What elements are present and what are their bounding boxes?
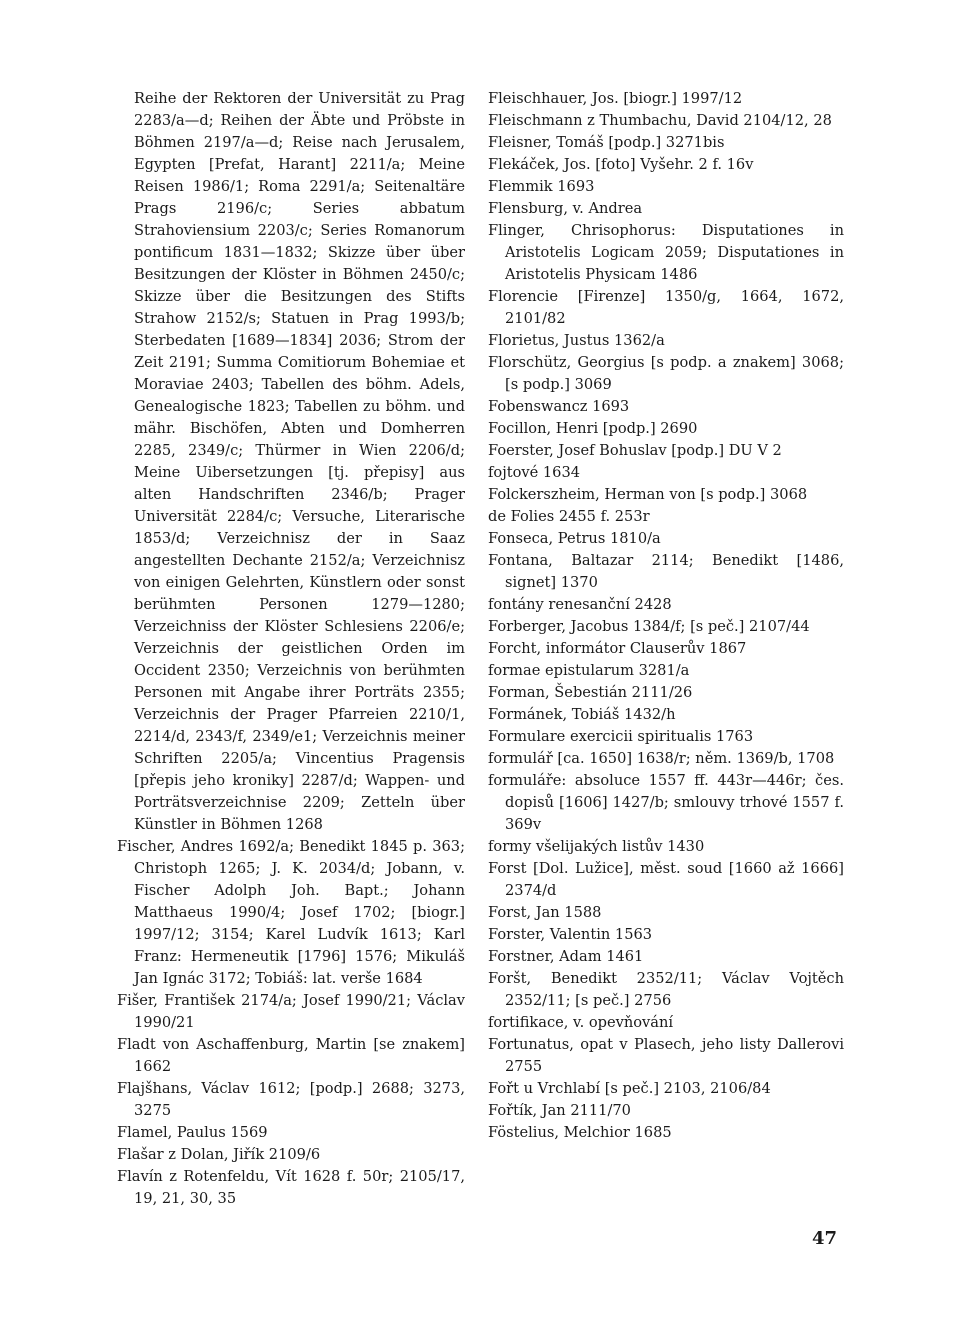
index-entry: Forcht, informátor Clauserův 1867	[488, 640, 747, 657]
index-entry: Flensburg, v. Andrea	[488, 200, 643, 217]
index-entry: Fobenswancz 1693	[488, 398, 630, 415]
index-entry: fontány renesanční 2428	[488, 596, 672, 613]
index-entry: Forberger, Jacobus 1384/f; [s peč.] 2107/44	[488, 618, 810, 635]
index-entry: Fortunatus, opat v Plasech, jeho listy Dallerovi 2755	[488, 1036, 844, 1075]
index-entry: Föstelius, Melchior 1685	[488, 1124, 672, 1141]
index-entry: Florencie [Firenze] 1350/g, 1664, 1672, 2101/82	[488, 288, 844, 327]
index-entry: Foršt, Benedikt 2352/11; Václav Vojtěch 2352/11; [s peč.] 2756	[488, 970, 844, 1009]
index-entry: formae epistularum 3281/a	[488, 662, 690, 679]
index-entry: formy všelijakých listův 1430	[488, 838, 705, 855]
index-entry: Formulare exercicii spiritualis 1763	[488, 728, 754, 745]
index-entry: Focillon, Henri [podp.] 2690	[488, 420, 698, 437]
index-entry: Fleischmann z Thumbachu, David 2104/12, 28	[488, 112, 832, 129]
left-column	[117, 88, 465, 1210]
page-number: 47	[812, 1228, 838, 1249]
index-entry: fojtové 1634	[488, 464, 581, 481]
index-entry: Forman, Šebestián 2111/26	[488, 684, 693, 701]
index-entry: Flajšhans, Václav 1612; [podp.] 2688; 3273, 3275	[117, 1080, 465, 1119]
index-entry: Forstner, Adam 1461	[488, 948, 644, 965]
index-entry: Flavín z Rotenfeldu, Vít 1628 f. 50r; 2105/17, 19, 21, 30, 35	[117, 1168, 465, 1207]
index-entry: Flamel, Paulus 1569	[117, 1124, 268, 1141]
index-entry: Fišer, František 2174/a; Josef 1990/21; Václav 1990/21	[117, 992, 465, 1031]
index-entry: Forst, Jan 1588	[488, 904, 602, 921]
right-column	[488, 88, 844, 1144]
index-entry: Formánek, Tobiáš 1432/h	[488, 706, 676, 723]
index-entry: Florietus, Justus 1362/a	[488, 332, 665, 349]
index-entry: Fonseca, Petrus 1810/a	[488, 530, 661, 547]
index-entry: Flekáček, Jos. [foto] Vyšehr. 2 f. 16v	[488, 156, 754, 173]
index-entry: formulář [ca. 1650] 1638/r; něm. 1369/b, 1708	[488, 750, 835, 767]
index-entry: Reihe der Rektoren der Universität zu Prag 2283/a—d; Reihen der Äbte und Pröbste in Böhmen 2197/a—d; Reise nach Jerusalem, Egypten [Prefat, Harant] 2211/a; Meine Reisen 1986/1; Roma 2291/a; Seitenaltäre Prags 2196/c; Series abbatum Strahoviensium 2203/c; Series Romanorum pontificum 1831—1832; Skizze über über Besitzungen der Klöster in Böhmen 2450/c; Skizze über die Besitzungen des Stifts Strahow 2152/s; Statuen in Prag 1993/b; Sterbedaten [1689—1834] 2036; Strom der Zeit 2191; Summa Comitiorum Bohemiae et Moraviae 2403; Tabellen des böhm. Adels, Genealogische 1823; Tabellen zu böhm. und mähr. Bischöfen, Abten und Domherren 2285, 2349/c; Thürmer in Wien 2206/d; Meine Uibersetzungen [tj. přepisy] aus alten Handschriften 2346/b; Prager Universität 2284/c; Versuche, Literarische 1853/d; Verzeichnisz der in Saaz angestellten Dechante 2152/a; Verzeichnisz von einigen Gelehrten, Künstlern oder sonst berühmten Personen 1279—1280; Verzeichniss der Klöster Schlesiens 2206/e; Verzeichnis der geistlichen Orden im Occident 2350; Verzeichnis von berühmten Personen mit Angabe ihrer Porträts 2355; Verzeichnis der Prager Pfarreien 2210/1, 2214/d, 2343/f, 2349/e1; Verzeichnis meiner Schriften 2205/a; Vincentius Pragensis [přepis jeho kroniky] 2287/d; Wappen- und Porträtsverzeichnise 2209; Zetteln über Künstler in Böhmen 1268	[134, 90, 465, 833]
index-entry: formuláře: absoluce 1557 ff. 443r—446r; čes. dopisů [1606] 1427/b; smlouvy trhové 1557 f. 369v	[488, 772, 844, 833]
index-entry: Flinger, Chrisophorus: Disputationes in Aristotelis Logicam 2059; Disputationes in Aristotelis Physicam 1486	[488, 222, 844, 283]
index-entry: Flemmik 1693	[488, 178, 595, 195]
index-entry: Fischer, Andres 1692/a; Benedikt 1845 p. 363; Christoph 1265; J. K. 2034/d; Jobann, v. Fischer Adolph Joh. Bapt.; Johann Matthaeus 1990/4; Josef 1702; [biogr.] 1997/12; 3154; Karel Ludvík 1613; Karl Franz: Hermeneutik [1796] 1576; Mikuláš Jan Ignác 3172; Tobiáš: lat. verše 1684	[117, 838, 465, 987]
index-entry: Fleischhauer, Jos. [biogr.] 1997/12	[488, 90, 743, 107]
index-entry: Fleisner, Tomáš [podp.] 3271bis	[488, 134, 725, 151]
index-entry: Fořt u Vrchlabí [s peč.] 2103, 2106/84	[488, 1080, 771, 1097]
index-entry: Fořtík, Jan 2111/70	[488, 1102, 631, 1119]
index-entry: Flašar z Dolan, Jiřík 2109/6	[117, 1146, 321, 1163]
index-entry: Foerster, Josef Bohuslav [podp.] DU V 2	[488, 442, 782, 459]
index-entry: Fladt von Aschaffenburg, Martin [se znakem] 1662	[117, 1036, 465, 1075]
index-entry: fortifikace, v. opevňování	[488, 1014, 674, 1031]
index-entry: Florschütz, Georgius [s podp. a znakem] 3068; [s podp.] 3069	[488, 354, 844, 393]
index-entry: de Folies 2455 f. 253r	[488, 508, 650, 525]
index-entry: Forster, Valentin 1563	[488, 926, 653, 943]
index-entry: Forst [Dol. Lužice], měst. soud [1660 až 1666] 2374/d	[488, 860, 844, 899]
index-entry: Fontana, Baltazar 2114; Benedikt [1486, signet] 1370	[488, 552, 844, 591]
index-entry: Folckerszheim, Herman von [s podp.] 3068	[488, 486, 808, 503]
